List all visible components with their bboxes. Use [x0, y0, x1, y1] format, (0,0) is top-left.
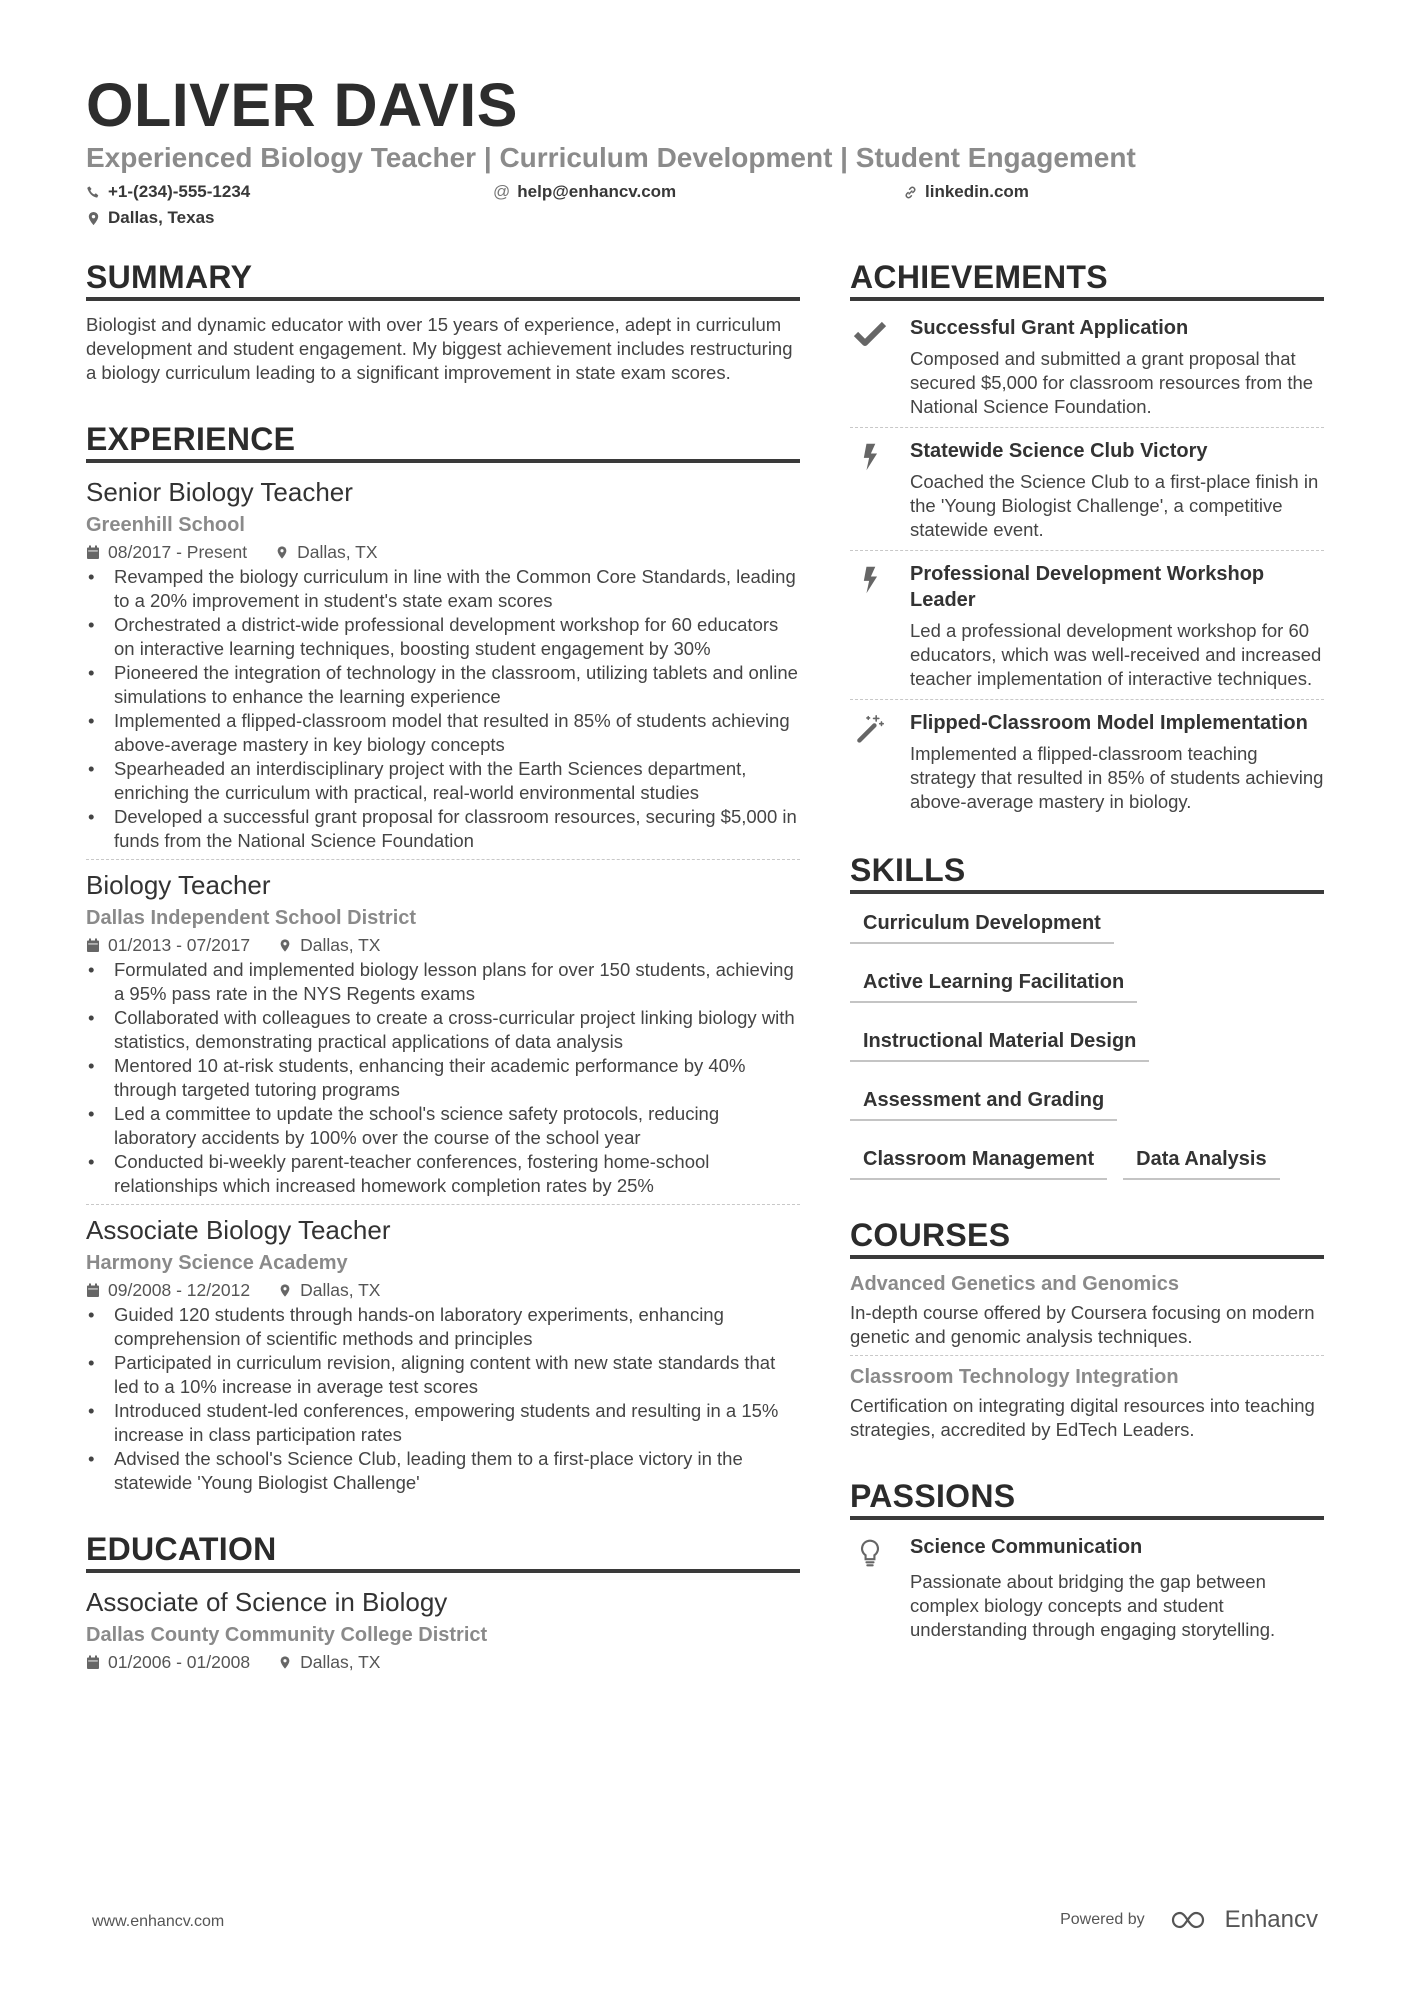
education-location	[278, 1649, 380, 1675]
location-pin-icon	[275, 545, 289, 560]
course-title: Classroom Technology Integration	[850, 1366, 1179, 1388]
education-dates	[86, 1649, 250, 1675]
education-meta	[86, 1649, 800, 1675]
contact-phone	[86, 179, 493, 205]
bullet-item: • Participated in curriculum revision, aligning content with new state standards that led to a 10% increase in average test scores	[86, 1351, 800, 1399]
email-text[interactable]: help@enhancv.com	[517, 182, 677, 201]
checkmark-icon	[853, 319, 887, 349]
achievement-desc: Implemented a flipped-classroom teaching strategy that resulted in 85% of students achieving above-average mastery in biology.	[910, 743, 1324, 812]
link-icon	[903, 185, 918, 200]
summary-text: Biologist and dynamic educator with over 15 years of experience, adept in curriculum development and student engagement. My biggest achievement includes restructuring a biology curriculum leading to a significant improvement in state exam scores.	[86, 314, 793, 383]
linkedin-text[interactable]: linkedin.com	[925, 182, 1029, 201]
skill-tag: Data Analysis	[1123, 1136, 1279, 1180]
achievement-item	[850, 710, 1324, 814]
job-dates	[86, 539, 247, 565]
bullet-item: • Led a committee to update the school's science safety protocols, reducing laboratory accidents by 100% over the course of the school year	[86, 1102, 800, 1150]
passion-item	[850, 1534, 1324, 1642]
education-section	[86, 1529, 800, 1675]
bullet-item: • Conducted bi-weekly parent-teacher conferences, fostering home-school relationships which increased homework completion rates by 25%	[86, 1150, 800, 1198]
achievement-desc: Coached the Science Club to a first-place finish in the 'Young Biologist Challenge', a competitive statewide event.	[910, 471, 1319, 540]
brand-name: Enhancv	[1224, 1906, 1318, 1933]
bullet-item: • Implemented a flipped-classroom model that resulted in 85% of students achieving above-average mastery in key biology concepts	[86, 709, 800, 757]
experience-entry	[86, 1213, 800, 1495]
skills-heading: SKILLS	[850, 850, 1324, 894]
entry-divider	[86, 859, 800, 860]
job-location-text: Dallas, TX	[297, 542, 378, 562]
brand-logo[interactable]	[1169, 1906, 1318, 1934]
contact-linkedin	[903, 179, 1029, 205]
job-location-text: Dallas, TX	[300, 1280, 381, 1300]
contact-email	[493, 179, 903, 205]
passions-section	[850, 1476, 1324, 1642]
location-pin-icon	[86, 211, 101, 226]
achievement-title: Flipped-Classroom Model Implementation	[910, 712, 1308, 734]
achievement-title: Professional Development Workshop Leader	[910, 563, 1265, 611]
education-heading: EDUCATION	[86, 1529, 800, 1573]
bullet-item: • Developed a successful grant proposal for classroom resources, securing $5,000 in funds from the National Science Foundation	[86, 805, 800, 853]
skill-tag: Instructional Material Design	[850, 1018, 1149, 1062]
achievement-icon-wrap	[850, 315, 890, 419]
entry-divider	[850, 427, 1324, 428]
bullet-item: • Pioneered the integration of technology in the classroom, utilizing tablets and online simulations to enhance the learning experience	[86, 661, 800, 709]
experience-entry	[86, 475, 800, 853]
achievement-icon-wrap	[850, 438, 890, 542]
page-footer	[0, 1906, 1410, 1950]
skill-tag: Assessment and Grading	[850, 1077, 1117, 1121]
calendar-icon	[86, 1283, 100, 1298]
phone-icon	[86, 185, 101, 200]
at-icon: @	[493, 182, 511, 201]
achievement-body	[910, 710, 1324, 814]
job-dates	[86, 932, 250, 958]
achievement-item	[850, 315, 1324, 419]
skill-tag: Classroom Management	[850, 1136, 1107, 1180]
skills-section	[850, 850, 1324, 1195]
contact-row-2	[86, 205, 1324, 231]
course-item	[850, 1271, 1324, 1349]
courses-heading: COURSES	[850, 1215, 1324, 1259]
job-dates	[86, 1277, 250, 1303]
company-name: Greenhill School	[86, 514, 245, 536]
summary-section	[86, 257, 800, 385]
enhancv-logo-icon	[1169, 1908, 1217, 1932]
lightning-icon	[853, 442, 887, 472]
achievement-body	[910, 438, 1324, 542]
job-bullets	[86, 958, 800, 1198]
powered-by-text: Powered by	[1060, 1911, 1145, 1928]
resume-columns	[86, 257, 1324, 1675]
achievement-title: Successful Grant Application	[910, 317, 1189, 339]
company-name: Harmony Science Academy	[86, 1252, 348, 1274]
entry-divider	[850, 699, 1324, 700]
contact-location	[86, 205, 214, 231]
job-dates-text: 09/2008 - 12/2012	[108, 1280, 251, 1300]
left-column	[86, 257, 800, 1675]
resume-header	[86, 72, 1324, 231]
job-meta	[86, 932, 800, 958]
course-desc: Certification on integrating digital resources into teaching strategies, accredited by EdTech Leaders.	[850, 1395, 1315, 1440]
passions-heading: PASSIONS	[850, 1476, 1324, 1520]
skills-list	[850, 900, 1324, 1195]
bullet-item: • Revamped the biology curriculum in line with the Common Core Standards, leading to a 20% improvement in student's state exam scores	[86, 565, 800, 613]
skill-tag: Curriculum Development	[850, 900, 1114, 944]
job-title: Senior Biology Teacher	[86, 477, 353, 507]
job-location-text: Dallas, TX	[300, 935, 381, 955]
achievement-title: Statewide Science Club Victory	[910, 440, 1208, 462]
job-dates-text: 08/2017 - Present	[108, 542, 248, 562]
education-location-text: Dallas, TX	[300, 1652, 381, 1672]
candidate-headline: Experienced Biology Teacher | Curriculum Development | Student Engagement	[86, 142, 1136, 173]
job-meta	[86, 539, 800, 565]
location-text: Dallas, Texas	[108, 208, 215, 227]
bullet-item: • Mentored 10 at-risk students, enhancing their academic performance by 40% through targeted tutoring programs	[86, 1054, 800, 1102]
footer-website[interactable]: www.enhancv.com	[92, 1913, 225, 1930]
bullet-item: • Guided 120 students through hands-on laboratory experiments, enhancing comprehension of scientific methods and principles	[86, 1303, 800, 1351]
experience-entry	[86, 868, 800, 1198]
location-pin-icon	[278, 1655, 292, 1670]
bullet-item: • Advised the school's Science Club, leading them to a first-place victory in the statewide 'Young Biologist Challenge'	[86, 1447, 800, 1495]
school-name: Dallas County Community College District	[86, 1624, 488, 1646]
job-location	[278, 932, 380, 958]
course-item	[850, 1364, 1324, 1442]
footer-branding	[1060, 1906, 1318, 1934]
job-bullets	[86, 1303, 800, 1495]
course-desc: In-depth course offered by Coursera focusing on modern genetic and genomic analysis techniques.	[850, 1302, 1315, 1347]
experience-section	[86, 419, 800, 1495]
job-title: Associate Biology Teacher	[86, 1215, 391, 1245]
entry-divider	[850, 550, 1324, 551]
bullet-item: • Orchestrated a district-wide professional development workshop for 60 educators on interactive learning techniques, boosting student engagement by 30%	[86, 613, 800, 661]
job-title: Biology Teacher	[86, 870, 271, 900]
job-location	[275, 539, 377, 565]
entry-divider	[86, 1204, 800, 1205]
achievement-item	[850, 438, 1324, 542]
calendar-icon	[86, 938, 100, 953]
passion-desc: Passionate about bridging the gap between complex biology concepts and student understanding through engaging storytelling.	[910, 1571, 1276, 1640]
job-dates-text: 01/2013 - 07/2017	[108, 935, 251, 955]
right-column	[850, 257, 1324, 1675]
bullet-item: • Spearheaded an interdisciplinary project with the Earth Sciences department, enriching the curriculum with practical, real-world environmental studies	[86, 757, 800, 805]
achievements-section	[850, 257, 1324, 814]
phone-text[interactable]: +1-(234)-555-1234	[108, 182, 251, 201]
passion-title: Science Communication	[910, 1536, 1143, 1558]
company-name: Dallas Independent School District	[86, 907, 417, 929]
calendar-icon	[86, 1655, 100, 1670]
experience-heading: EXPERIENCE	[86, 419, 800, 463]
achievement-desc: Composed and submitted a grant proposal that secured $5,000 for classroom resources from the National Science Foundation.	[910, 348, 1314, 417]
entry-divider	[850, 1355, 1324, 1356]
bullet-item: • Introduced student-led conferences, empowering students and resulting in a 15% increase in class participation rates	[86, 1399, 800, 1447]
achievement-body	[910, 561, 1324, 691]
bullet-item: • Formulated and implemented biology lesson plans for over 150 students, achieving a 95% pass rate in the NYS Regents exams	[86, 958, 800, 1006]
passion-icon-wrap	[850, 1534, 890, 1642]
passion-body	[910, 1534, 1324, 1642]
achievement-body	[910, 315, 1324, 419]
achievement-icon-wrap	[850, 561, 890, 691]
lightning-icon	[853, 565, 887, 595]
courses-section	[850, 1215, 1324, 1442]
bullet-item: • Collaborated with colleagues to create a cross-curricular project linking biology with statistics, demonstrating practical applications of data analysis	[86, 1006, 800, 1054]
job-meta	[86, 1277, 800, 1303]
summary-heading: SUMMARY	[86, 257, 800, 301]
candidate-name: OLIVER DAVIS	[86, 71, 518, 139]
skill-tag: Active Learning Facilitation	[850, 959, 1137, 1003]
degree-title: Associate of Science in Biology	[86, 1587, 448, 1617]
education-dates-text: 01/2006 - 01/2008	[108, 1652, 251, 1672]
lightbulb-icon	[853, 1538, 887, 1568]
achievement-desc: Led a professional development workshop for 60 educators, which was well-received and increased teacher implementation of interactive techniques.	[910, 620, 1322, 689]
achievement-item	[850, 561, 1324, 691]
contact-row	[86, 179, 1324, 205]
location-pin-icon	[278, 1283, 292, 1298]
calendar-icon	[86, 545, 100, 560]
location-pin-icon	[278, 938, 292, 953]
job-bullets	[86, 565, 800, 853]
achievement-icon-wrap	[850, 710, 890, 814]
job-location	[278, 1277, 380, 1303]
achievements-heading: ACHIEVEMENTS	[850, 257, 1324, 301]
course-title: Advanced Genetics and Genomics	[850, 1273, 1179, 1295]
magic-wand-icon	[853, 714, 887, 744]
